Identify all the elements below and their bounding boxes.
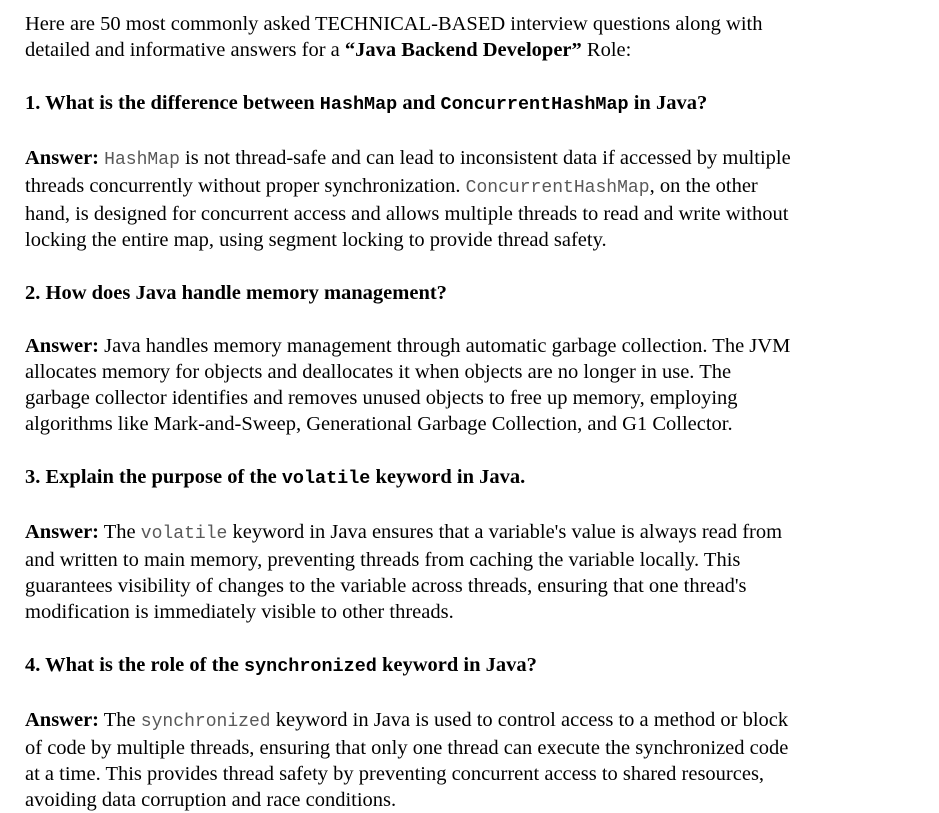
inline-code: HashMap [319, 94, 398, 115]
document-line [25, 37, 914, 63]
document-line [25, 599, 914, 625]
inline-code: ConcurrentHashMap [465, 178, 650, 198]
text-run: guarantees visibility of changes to the variable across threads, ensuring that one thread's [25, 575, 747, 597]
document-line [25, 652, 914, 680]
text-run: Answer: [25, 521, 100, 543]
text-run: 2. How does Java handle memory management? [25, 282, 447, 304]
answer-4-paragraph [25, 707, 914, 813]
text-run: “Java Backend Developer” [344, 39, 582, 61]
document-line [25, 707, 914, 735]
text-run: Role: [581, 39, 632, 61]
document-line [25, 464, 914, 492]
document-line [25, 359, 914, 385]
document-line [25, 519, 914, 547]
text-run: keyword in Java. [370, 466, 526, 488]
text-run: avoiding data corruption and race conditions. [25, 789, 397, 811]
text-run: modification is immediately visible to other threads. [25, 601, 454, 623]
text-run: Here are 50 most commonly asked TECHNICAL-BASED interview questions along with [25, 13, 763, 35]
text-run: locking the entire map, using segment locking to provide thread safety. [25, 229, 607, 251]
text-run: The [99, 709, 141, 731]
answer-3-paragraph [25, 519, 914, 625]
text-run: detailed and informative answers for a [25, 39, 345, 61]
document-line [25, 11, 914, 37]
document-line [25, 573, 914, 599]
text-run: at a time. This provides thread safety by preventing concurrent access to shared resources, [25, 763, 765, 785]
document-line [25, 787, 914, 813]
document-line [25, 333, 914, 359]
text-run: 1. What is the difference between [25, 92, 320, 114]
inline-code: HashMap [104, 150, 180, 170]
text-run: garbage collector identifies and removes unused objects to free up memory, employing [25, 387, 738, 409]
text-run: and written to main memory, preventing threads from caching the variable locally. This [25, 549, 741, 571]
document-line [25, 411, 914, 437]
text-run: 3. Explain the purpose of the [25, 466, 282, 488]
text-run: Answer: [25, 147, 100, 169]
document-line [25, 761, 914, 787]
text-run: is not thread-safe and can lead to inconsistent data if accessed by multiple [179, 147, 791, 169]
text-run: Answer: [25, 709, 100, 731]
text-run: keyword in Java? [376, 654, 537, 676]
intro-paragraph [25, 11, 914, 63]
document-line [25, 735, 914, 761]
text-run: The [99, 521, 141, 543]
inline-code: synchronized [140, 712, 271, 732]
text-run: of code by multiple threads, ensuring that only one thread can execute the synchronized code [25, 737, 789, 759]
text-run: allocates memory for objects and deallocates it when objects are no longer in use. The [25, 361, 732, 383]
text-run: Answer: [25, 335, 100, 357]
document-line [25, 385, 914, 411]
answer-2-paragraph [25, 333, 914, 437]
document-line [25, 145, 914, 173]
text-run: 4. What is the role of the [25, 654, 245, 676]
inline-code: volatile [281, 468, 371, 489]
document-line [25, 201, 914, 227]
inline-code: volatile [140, 524, 228, 544]
question-2-heading [25, 280, 914, 306]
document-line [25, 280, 914, 306]
inline-code: synchronized [244, 656, 377, 677]
inline-code: ConcurrentHashMap [440, 94, 629, 115]
question-4-heading [25, 652, 914, 680]
text-run: algorithms like Mark-and-Sweep, Generational Garbage Collection, and G1 Collector. [25, 413, 733, 435]
text-run: hand, is designed for concurrent access and allows multiple threads to read and write without [25, 203, 789, 225]
document-line [25, 90, 914, 118]
document-line [25, 227, 914, 253]
text-run: , on the other [649, 175, 758, 197]
document-line [25, 547, 914, 573]
document-line [25, 173, 914, 201]
question-1-heading [25, 90, 914, 118]
answer-1-paragraph [25, 145, 914, 253]
text-run: keyword in Java ensures that a variable's value is always read from [227, 521, 783, 543]
text-run: and [397, 92, 441, 114]
text-run: threads concurrently without proper synchronization. [25, 175, 466, 197]
text-run: in Java? [628, 92, 708, 114]
text-run: Java handles memory management through automatic garbage collection. The JVM [99, 335, 791, 357]
question-3-heading [25, 464, 914, 492]
text-run: keyword in Java is used to control access to a method or block [270, 709, 789, 731]
